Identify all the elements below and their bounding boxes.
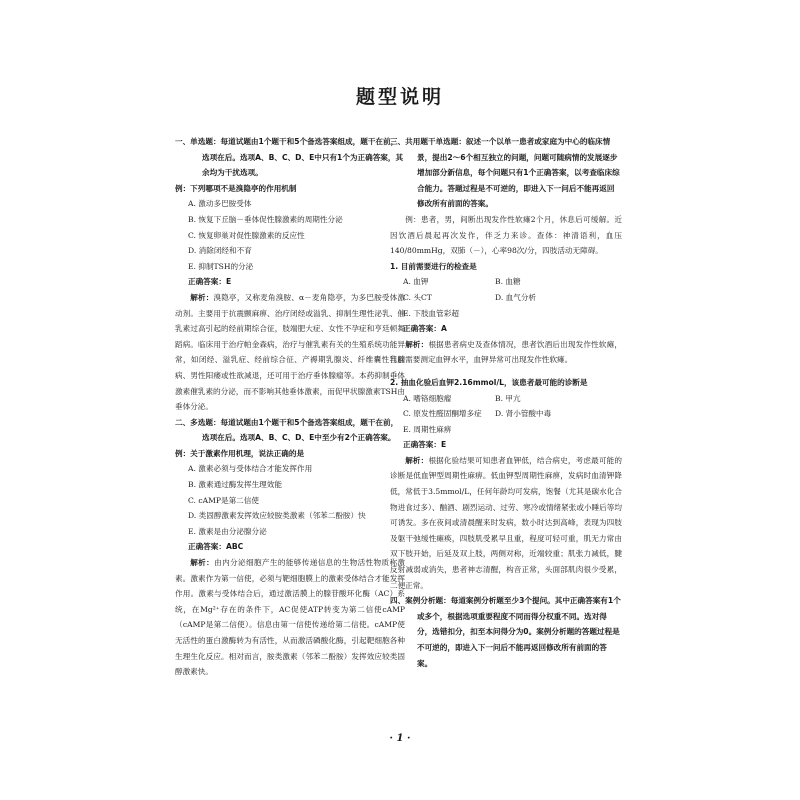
option: E. 激素是由分泌腺分泌 [188,526,267,536]
option: B. 激素通过酶发挥生理效能 [188,480,282,490]
analysis [390,453,622,593]
option: C. cAMP是第二信使 [188,495,259,505]
option: A. 血钾 [403,277,429,287]
option: B. 血糖 [495,277,521,287]
page-number: · 1 · [389,733,411,744]
option: D. 消除闭经和不育 [188,246,252,256]
option: A. 激动多巴胺受体 [188,199,252,209]
answer: 正确答案：E [403,440,447,450]
option: D. 血气分析 [495,292,537,302]
analysis-label: 解析： [190,558,215,568]
analysis-text: 溴隐亭，又称麦角溴胺、α－麦角隐亭，为多巴胺受体激动剂。主要用于抗震颤麻痹、治疗闭经或溢乳、抑制生理性泌乳、催乳素过高引起的经前期综合征，肢端肥大症、女性不孕症和亨廷顿舞蹈病。临床用于治疗帕金森病，治疗与催乳素有关的生殖系统功能异常，如闭经、溢乳症、经前综合征、产褥期乳腺炎、纤维囊性乳腺病、男性阳痿或性欲减退，还可用于治疗垂体腺瘤等。本药抑制垂体激素催乳素的分泌，而不影响其他垂体激素，而促甲状腺激素TSH由垂体分泌。 [175,292,405,412]
section-shared-stem: 三、共用题干单选题：叙述一个以单一患者或家庭为中心的临床情景，提出2～6个相互独立的问题，问题可随病情的发展逐步增加部分新信息，每个问题只有1个正确答案，以考查临床综合能力。答题过程是不可逆的，即进入下一问后不能再返回修改所有前面的答案。 [390,137,620,209]
analysis-text: 根据化验结果可知患者血钾低，结合病史，考虑最可能的诊断是低血钾型周期性麻痹。低血钾型周期性麻痹，发病时血清钾降低，常低于3.5mmol/L，任何年龄均可发病，饱餐（尤其是碳水化合物进食过多）、酗酒、剧烈运动、过劳、寒冷或情绪紧张或小睡后等均可诱发。多在夜间或清晨醒来时发病，数小时达到高峰，表现为四肢及躯干弛缓性瘫痪，四肢肌受累早且重，程度可轻可重，肌无力常由双下肢开始，后延及双上肢，两侧对称，近端较重；肌张力减低，腱反射减弱或消失，患者神志清醒，构音正常，头面部肌肉很少受累，二便正常。 [390,455,623,590]
analysis-label: 解析： [405,455,429,465]
option: C. 头CT [403,292,432,302]
option: E. 下肢血管彩超 [403,308,459,318]
section-case-analysis: 四、案例分析题：每道案例分析题至少3个提问。其中正确答案有1个或多个，根据选项重要程度不同而得分权重不同。选对得分，选错扣分，扣至本问得分为0。案例分析题的答题过程是不可逆的，即进入下一问后不能再返回修改所有前面的答案。 [390,596,621,668]
analysis-text: 由内分泌细胞产生的能够传递信息的生物活性物质称激素。激素作为第一信使，必须与靶细胞膜上的激素受体结合才能发挥作用。激素与受体结合后，通过激活膜上的腺苷酸环化酶（AC）系统，在Mg²⁺存在的条件下，AC促使ATP转变为第二信使cAMP（cAMP是第二信使）。信息由第一信使传递给第二信使。cAMP使无活性的蛋白激酶转为有活性，从而激活磷酸化酶，引起靶细胞各种生理生化反应。相对而言，胺类激素（邻苯二酚胺）发挥效应较类固醇激素快。 [175,558,406,677]
option: D. 类固醇激素发挥效应较胺类激素（邻苯二酚胺）快 [188,511,366,521]
option: A. 嗜铬细胞瘤 [403,393,452,403]
answer: 正确答案：ABC [188,542,244,552]
section-multiple-choice: 二、多选题：每道试题由1个题干和5个备选答案组成，题干在前，选项在后。选项A、B、C、D、E中至少有2个正确答案。 [175,417,399,443]
analysis [390,337,622,368]
section-single-choice: 一、单选题：每道试题由1个题干和5个备选答案组成，题干在前，选项在后。选项A、B、C、D、E中只有1个为正确答案，其余均为干扰选项。 [175,137,404,178]
option: B. 恢复下丘脑－垂体促性腺激素的周期性分泌 [188,214,343,224]
option: E. 周期性麻痹 [403,424,452,434]
analysis [175,290,405,415]
page-title: 题型说明 [355,86,444,108]
analysis [175,555,405,680]
example-question-1: 例：下列哪项不是溴隐亭的作用机制 [175,183,297,193]
option: A. 激素必须与受体结合才能发挥作用 [188,464,313,474]
left-column [175,134,405,680]
option: C. 恢复卵巢对促性腺激素的反应性 [188,230,305,240]
analysis-label: 解析： [190,292,214,302]
right-column [390,134,622,671]
options-grid [390,274,622,321]
question-1: 1. 目前需要进行的检查是 [390,261,477,271]
options-grid [390,391,622,438]
option: D. 肾小管酸中毒 [495,409,552,419]
option: E. 抑制TSH的分泌 [188,261,254,271]
question-2: 2. 抽血化验后血钾2.16mmol/L，该患者最可能的诊断是 [390,377,588,387]
analysis-label: 解析： [405,339,429,349]
option: B. 甲亢 [495,393,521,403]
analysis-text: 根据患者病史及查体情况，患者饮酒后出现发作性软瘫，目前需要测定血钾水平，血钾异常可出现发作性软瘫。 [390,339,623,365]
example-question-2: 例：关于激素作用机理，说法正确的是 [175,448,305,458]
answer: 正确答案：E [188,277,232,287]
answer: 正确答案：A [403,324,447,334]
option: C. 原发性醛固酮增多症 [403,409,482,419]
case-description: 例：患者，男，间断出现发作性软瘫2个月，休息后可缓解。近因饮酒后晨起再次发作，伴乏力来诊。查体：神清语利，血压140/80mmHg，双肺（－），心率98次/分，四肢活动无障碍。 [390,214,622,256]
